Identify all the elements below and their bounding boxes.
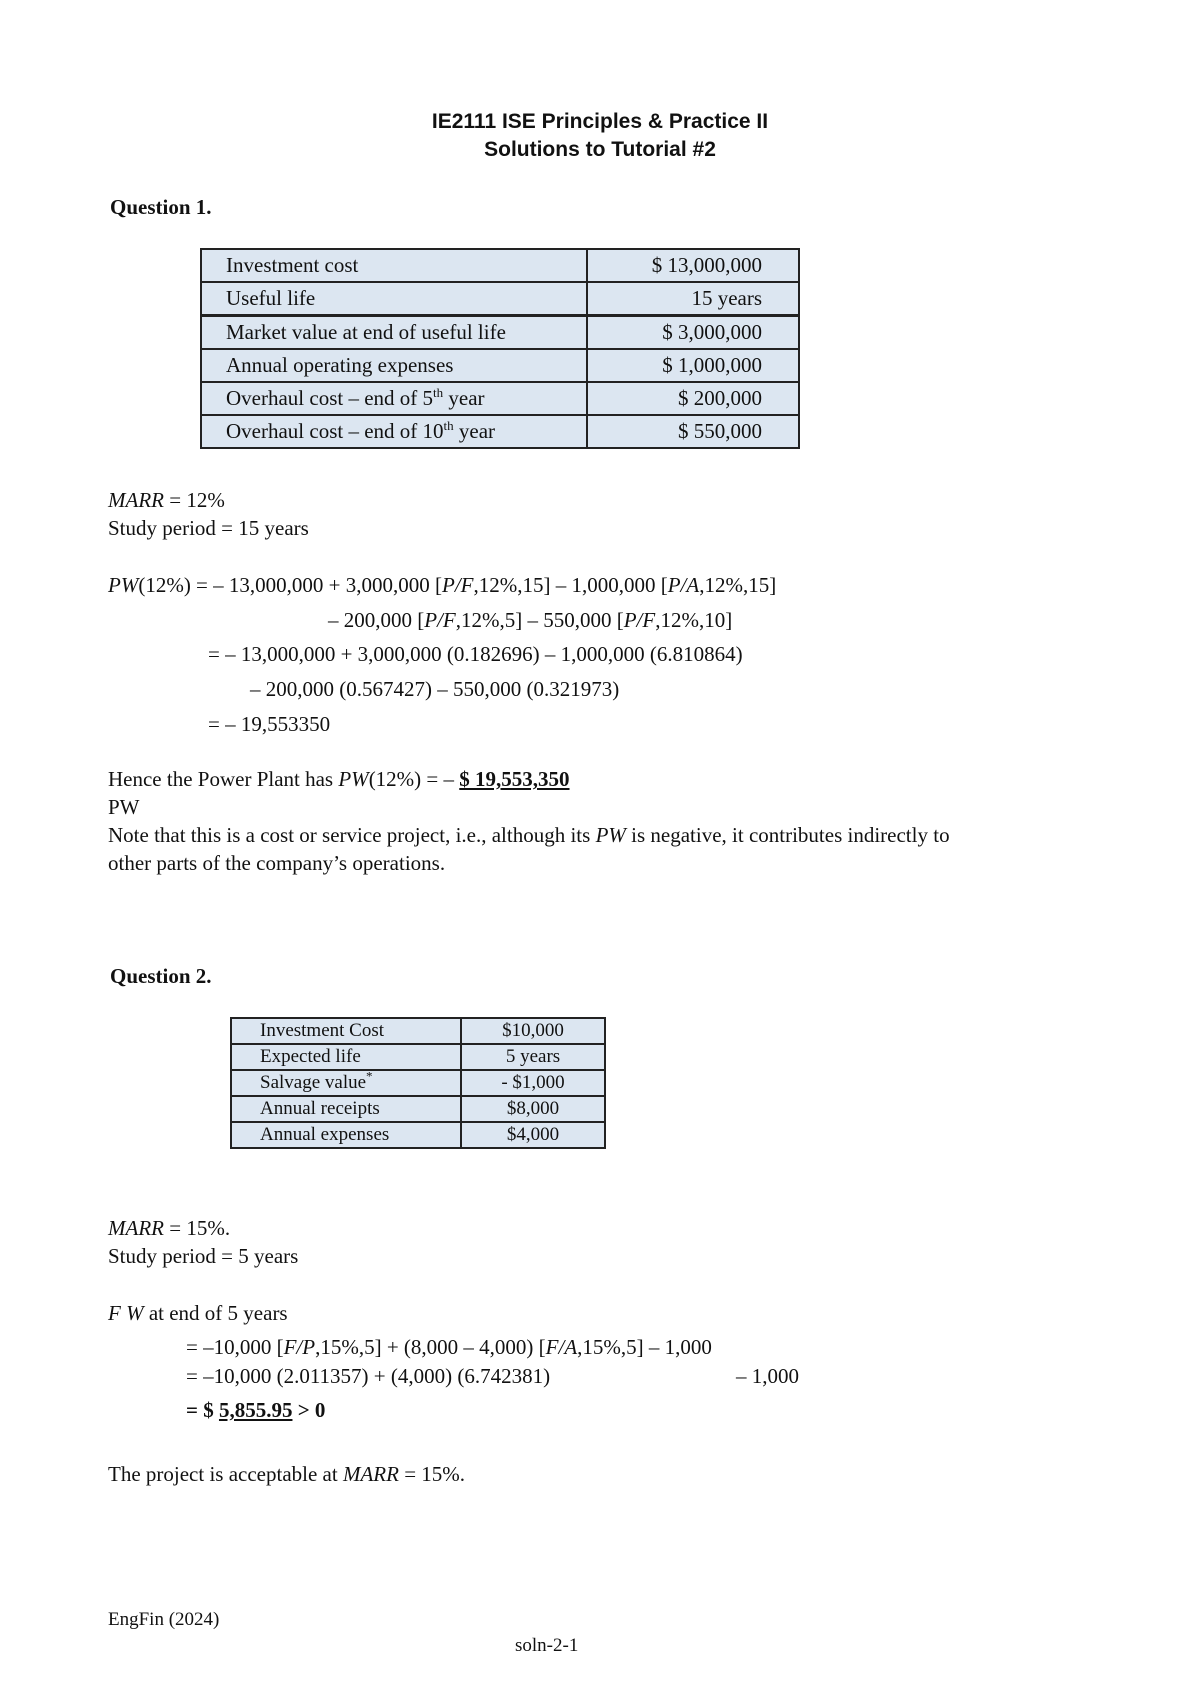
q1-result: Hence the Power Plant has PW(12%) = – $ 19,553,350 bbox=[108, 767, 570, 791]
table-cell-value: $ 1,000,000 bbox=[587, 349, 799, 382]
table-cell-label: Investment Cost bbox=[231, 1018, 461, 1044]
table-cell-label: Useful life bbox=[201, 282, 587, 316]
q1-study-period: Study period = 15 years bbox=[108, 516, 309, 540]
table-cell-value: $10,000 bbox=[461, 1018, 605, 1044]
table-cell-label: Investment cost bbox=[201, 249, 587, 282]
table-row bbox=[201, 382, 799, 415]
document-title: IE2111 ISE Principles & Practice II bbox=[431, 110, 769, 133]
q2-equation-line-2: = –10,000 (2.011357) + (4,000) (6.742381) bbox=[186, 1364, 551, 1388]
q2-study-period: Study period = 5 years bbox=[108, 1244, 299, 1268]
table-row bbox=[231, 1096, 605, 1122]
q2-conclusion: The project is acceptable at MARR = 15%. bbox=[108, 1462, 466, 1486]
footer-page-number: soln-2-1 bbox=[515, 1635, 579, 1656]
q1-equation-line-3: = – 13,000,000 + 3,000,000 (0.182696) – 1,000,000 (6.810864) bbox=[208, 642, 743, 666]
table-row bbox=[231, 1070, 605, 1096]
table-cell-value: 15 years bbox=[587, 282, 799, 316]
q1-equation-line-4: – 200,000 (0.567427) – 550,000 (0.321973) bbox=[250, 677, 620, 701]
q1-equation-line-2: – 200,000 [P/F,12%,5] – 550,000 [P/F,12%,10] bbox=[328, 608, 733, 632]
table-row bbox=[201, 415, 799, 448]
q1-equation-line-1: PW(12%) = – 13,000,000 + 3,000,000 [P/F,12%,15] – 1,000,000 [P/A,12%,15] bbox=[108, 573, 777, 597]
q2-marr: MARR = 15%. bbox=[108, 1216, 231, 1240]
table-cell-label: Overhaul cost – end of 10th year bbox=[201, 415, 587, 448]
document-subtitle: Solutions to Tutorial #2 bbox=[484, 138, 716, 161]
question-2-table bbox=[230, 1017, 606, 1149]
table-row bbox=[231, 1122, 605, 1148]
q1-pw-line: PW bbox=[108, 795, 140, 819]
q1-equation-line-5: = – 19,553350 bbox=[208, 712, 331, 736]
q1-note-line-2: other parts of the company’s operations. bbox=[108, 851, 446, 875]
q2-equation-result: = $ 5,855.95 > 0 bbox=[186, 1398, 326, 1422]
table-cell-label: Salvage value* bbox=[231, 1070, 461, 1096]
q2-fw-label: F W at end of 5 years bbox=[108, 1301, 288, 1325]
table-cell-value: $ 550,000 bbox=[587, 415, 799, 448]
question-1-table bbox=[200, 248, 800, 449]
table-cell-label: Annual expenses bbox=[231, 1122, 461, 1148]
table-cell-label: Expected life bbox=[231, 1044, 461, 1070]
question-2-heading: Question 2. bbox=[110, 964, 212, 988]
table-row bbox=[231, 1044, 605, 1070]
table-cell-value: $ 13,000,000 bbox=[587, 249, 799, 282]
table-row bbox=[231, 1018, 605, 1044]
table-cell-value: $ 200,000 bbox=[587, 382, 799, 415]
table-cell-label: Annual receipts bbox=[231, 1096, 461, 1122]
footer-left: EngFin (2024) bbox=[108, 1609, 220, 1630]
q1-marr: MARR = 12% bbox=[108, 488, 225, 512]
table-cell-value: $8,000 bbox=[461, 1096, 605, 1122]
q1-note-line-1: Note that this is a cost or service project, i.e., although its PW is negative, it contributes indirectly to bbox=[108, 823, 950, 847]
table-cell-value: - $1,000 bbox=[461, 1070, 605, 1096]
q2-equation-line-1: = –10,000 [F/P,15%,5] + (8,000 – 4,000) [F/A,15%,5] – 1,000 bbox=[186, 1335, 712, 1359]
question-1-heading: Question 1. bbox=[110, 195, 212, 219]
table-cell-label: Market value at end of useful life bbox=[201, 316, 587, 350]
q2-equation-line-2-end: – 1,000 bbox=[736, 1364, 799, 1388]
table-row bbox=[201, 249, 799, 282]
table-row bbox=[201, 316, 799, 350]
table-row bbox=[201, 349, 799, 382]
table-cell-label: Overhaul cost – end of 5th year bbox=[201, 382, 587, 415]
table-cell-value: 5 years bbox=[461, 1044, 605, 1070]
table-cell-value: $4,000 bbox=[461, 1122, 605, 1148]
table-cell-value: $ 3,000,000 bbox=[587, 316, 799, 350]
table-row bbox=[201, 282, 799, 316]
table-cell-label: Annual operating expenses bbox=[201, 349, 587, 382]
